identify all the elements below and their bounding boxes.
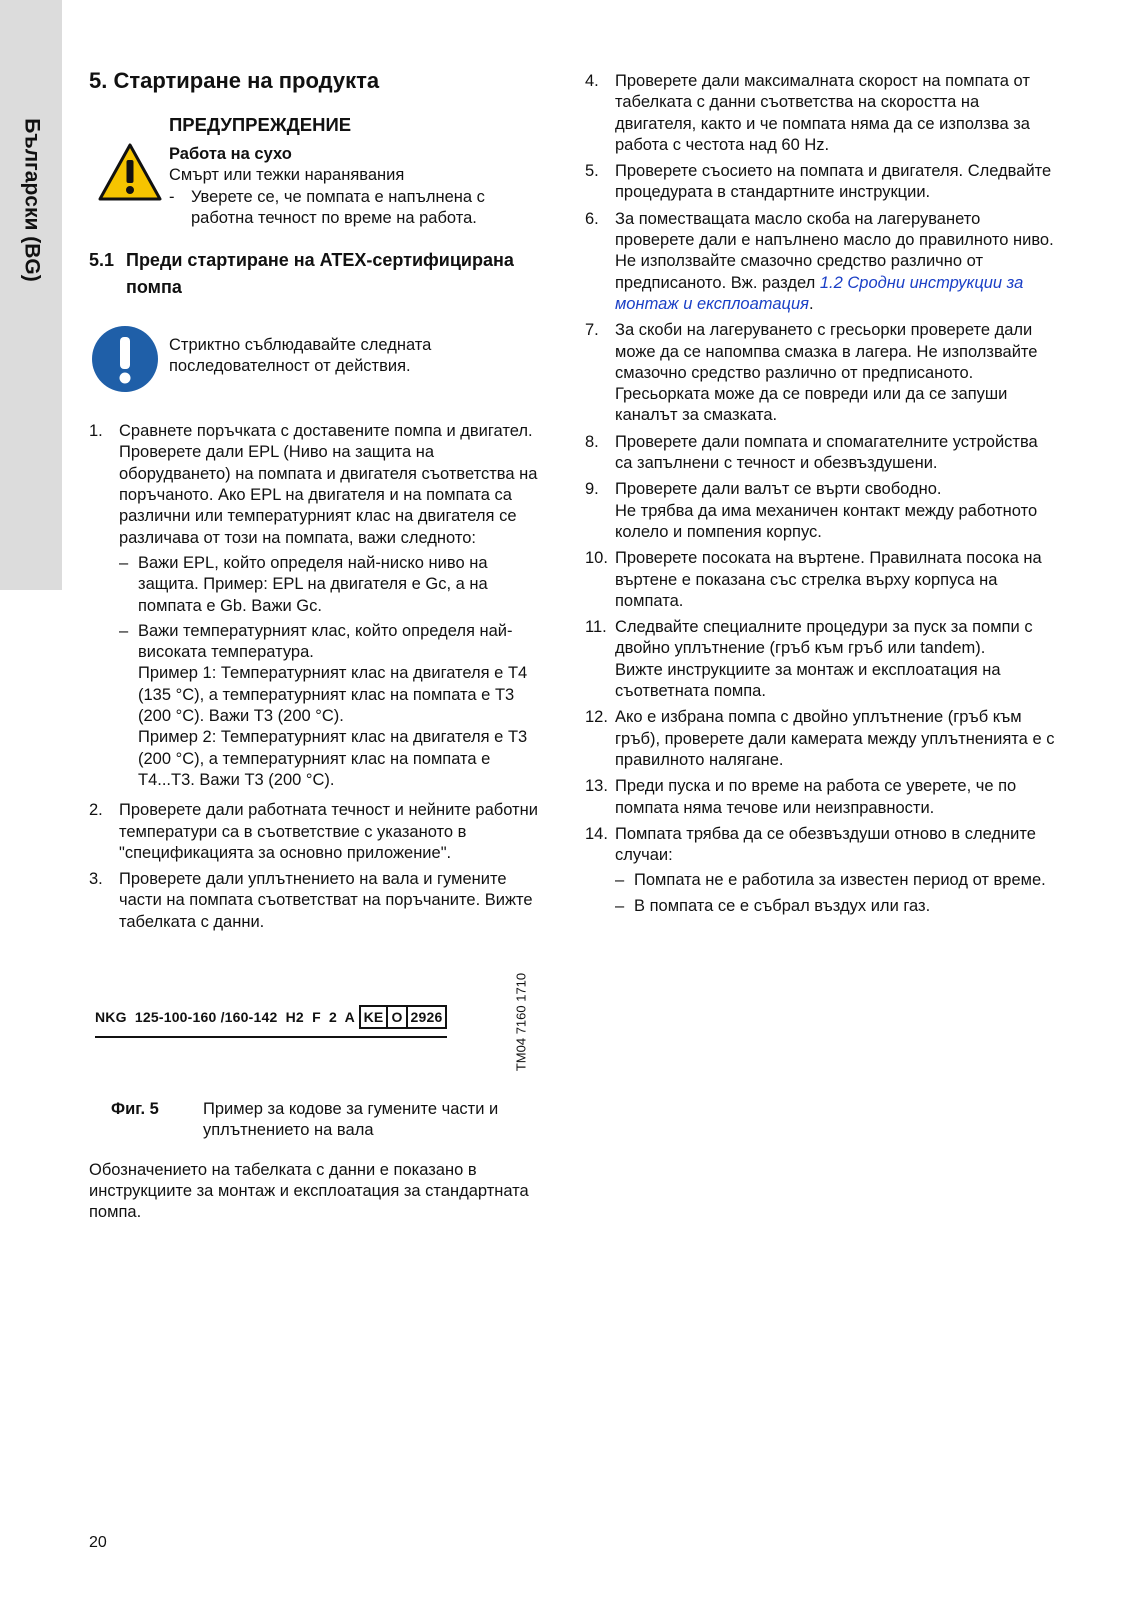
list-item xyxy=(585,320,1055,426)
step-number: 12. xyxy=(585,708,608,727)
step14-sublist xyxy=(615,870,1055,917)
subsection-number: 5.1 xyxy=(89,250,115,271)
step-number: 2. xyxy=(89,801,103,820)
warning-heading: ПРЕДУПРЕЖДЕНИЕ xyxy=(169,114,352,135)
warning-dash: - xyxy=(169,187,175,206)
step-number: 5. xyxy=(585,162,599,181)
tm-number: TM04 7160 1710 xyxy=(513,972,529,1072)
type-code-line xyxy=(95,1007,447,1028)
section-title: 5. Стартиране на продукта xyxy=(89,68,380,93)
after-figure-paragraph: Обозначението на табелката с данни е показано в инструкциите за монтаж и експлоатация за стандартната помпа. xyxy=(89,1160,529,1222)
step-text: Следвайте специалните процедури за пуск за помпи с двойно уплътнение (гръб към гръб или tandem). Вижте инструкциите за монтаж и експлоатация на съответната помпа. xyxy=(615,618,1033,701)
sub-item-text: Важи EPL, който определя най-ниско ниво на защита. Пример: EPL на двигателя е Gc, а на помпата е Gb. Важи Gc. xyxy=(138,553,488,615)
left-column xyxy=(89,68,549,1224)
sub-item-text: В помпата се е събрал въздух или газ. xyxy=(634,896,931,915)
warning-block xyxy=(89,114,549,229)
type-code-box-number: 2926 xyxy=(408,1005,448,1029)
list-item xyxy=(585,548,1055,612)
step-text: Сравнете поръчката с доставените помпа и двигател. Проверете дали EPL (Ниво на защита на оборудването) на помпата и двигателя съответства на поръчаното. Ако EPL на двигателя и на помпата са различни или температурният клас на двигателя се различава от този на помпата, важи следното: xyxy=(119,422,538,547)
step-number: 8. xyxy=(585,432,599,451)
language-side-tab xyxy=(0,0,62,590)
step-text: Преди пуска и по време на работа се уверете, че по помпата няма течове или неизправности. xyxy=(615,777,1017,817)
sub-item-text: Важи температурният клас, който определя най-високата температура. Пример 1: Температурният клас на двигателя е T4 (135 °C), а температурният клас на помпата е T3 (200 °C). Важи T3 (200 °C). Пример 2: Температурният клас на двигателя е T3 (200 °C), а температурният клас на помпата е T4...T3. Важи T3 (200 °C). xyxy=(138,621,528,789)
dash-marker: – xyxy=(615,896,625,915)
warning-instruction: Уверете се, че помпата е напълнена с работна течност по време на работа. xyxy=(191,187,485,227)
list-item xyxy=(585,209,1055,315)
step-text: Проверете дали валът се върти свободно. Не трябва да има механичен контакт между работното колело и помпения корпус. xyxy=(615,480,1038,541)
code-underline xyxy=(95,1036,447,1038)
type-code-box-rubber: KE xyxy=(359,1005,389,1029)
list-item xyxy=(585,707,1055,771)
step-number: 13. xyxy=(585,777,608,796)
step-number: 1. xyxy=(89,422,103,441)
list-item xyxy=(615,896,1055,917)
section-reference-link[interactable]: 1.2 Сродни инструкции за монтаж и експлоатация xyxy=(615,273,1024,313)
step-text: Проверете дали уплътнението на вала и гумените части на помпата съответстват на поръчаните. Вижте табелката с данни. xyxy=(119,870,533,931)
step-text-after-link: . xyxy=(808,294,814,313)
notice-block xyxy=(89,325,549,405)
step-text: Помпата трябва да се обезвъздуши отново в следните случаи: xyxy=(615,824,1036,865)
step-text: Проверете дали работната течност и нейните работни температури са в съответствие с указаното в "спецификацията за основно приложение". xyxy=(119,801,538,862)
step-text: Проверете дали помпата и спомагателните устройства са запълнени с течност и обезвъздушени. xyxy=(615,432,1038,473)
list-item xyxy=(89,869,549,933)
warning-consequence: Смърт или тежки наранявания xyxy=(169,166,405,185)
dash-marker: – xyxy=(119,553,129,572)
step-number: 4. xyxy=(585,72,599,90)
list-item xyxy=(585,617,1055,702)
sub-item-text: Помпата не е работила за известен период от време. xyxy=(634,871,1046,890)
warning-triangle-icon xyxy=(97,142,163,202)
figure-caption-text: Пример за кодове за гумените части и уплътнението на вала xyxy=(203,1100,499,1140)
step-number: 10. xyxy=(585,549,608,568)
warning-subheading: Работа на сухо xyxy=(169,145,292,163)
list-item xyxy=(89,800,549,864)
dash-marker: – xyxy=(119,621,129,640)
figure-code-diagram xyxy=(89,947,549,1097)
tm-number-label xyxy=(511,957,531,1087)
step-text: Проверете дали максималната скорост на помпата от табелката с данни съответства на скоростта на двигателя, както и че помпата няма да се използва за работа с честота над 60 Hz. xyxy=(615,72,1030,154)
right-column xyxy=(585,71,1055,926)
type-code-prefix: NKG 125-100-160 /160-142 H2 F 2 A xyxy=(95,1009,355,1026)
list-item xyxy=(585,161,1055,204)
language-tab-label: Български (BG) xyxy=(20,118,44,282)
steps-list-right xyxy=(585,71,1055,921)
page-number: 20 xyxy=(89,1534,107,1551)
warning-instruction-row xyxy=(169,187,549,230)
type-code-box-seal: O xyxy=(388,1005,407,1029)
step-text: Проверете посоката на въртене. Правилната посока на въртене е показана със стрелка върху корпуса на помпата. xyxy=(615,549,1042,610)
dash-marker: – xyxy=(615,871,625,890)
step-text: Проверете съосието на помпата и двигателя. Следвайте процедурата в стандартните инструкции. xyxy=(615,162,1052,202)
list-item xyxy=(119,621,549,791)
exclamation-circle-icon xyxy=(91,325,159,393)
step1-sublist xyxy=(119,553,549,791)
figure-caption xyxy=(89,1099,549,1142)
figure-caption-label: Фиг. 5 xyxy=(111,1100,159,1119)
step-number: 6. xyxy=(585,209,599,228)
step-text-before-link: За поместващата масло скоба на лагеруването проверете дали е напълнено масло до правилното ниво. Не използвайте смазочно средство различно от предписаното. Вж. раздел xyxy=(615,209,1054,292)
list-item xyxy=(119,553,549,617)
subsection-heading xyxy=(89,247,549,301)
step-text: Ако е избрана помпа с двойно уплътнение (гръб към гръб), проверете дали камерата между уплътненията е с правилното налягане. xyxy=(615,708,1055,769)
step-number: 7. xyxy=(585,321,599,340)
step-text: За скоби на лагеруването с гресьорки проверете дали може да се напомпва смазка в лагера. Не използвайте смазочно средство различно от предписаното. Гресьорката може да се повреди или да се запуши каналът за смазката. xyxy=(615,321,1038,425)
step-number: 11. xyxy=(585,618,607,637)
list-item xyxy=(585,776,1055,819)
step-number: 3. xyxy=(89,870,103,889)
steps-list-left xyxy=(89,421,549,933)
step-number: 9. xyxy=(585,480,599,499)
subsection-title: Преди стартиране на ATEX-сертифицирана помпа xyxy=(126,250,514,298)
list-item xyxy=(585,479,1055,543)
list-item xyxy=(89,421,549,795)
step-number: 14. xyxy=(585,824,608,843)
list-item xyxy=(585,824,1055,921)
list-item xyxy=(585,71,1055,156)
step-text xyxy=(615,209,1055,315)
notice-text: Стриктно съблюдавайте следната последователност от действия. xyxy=(169,336,432,376)
list-item xyxy=(585,432,1055,475)
list-item xyxy=(615,870,1055,891)
